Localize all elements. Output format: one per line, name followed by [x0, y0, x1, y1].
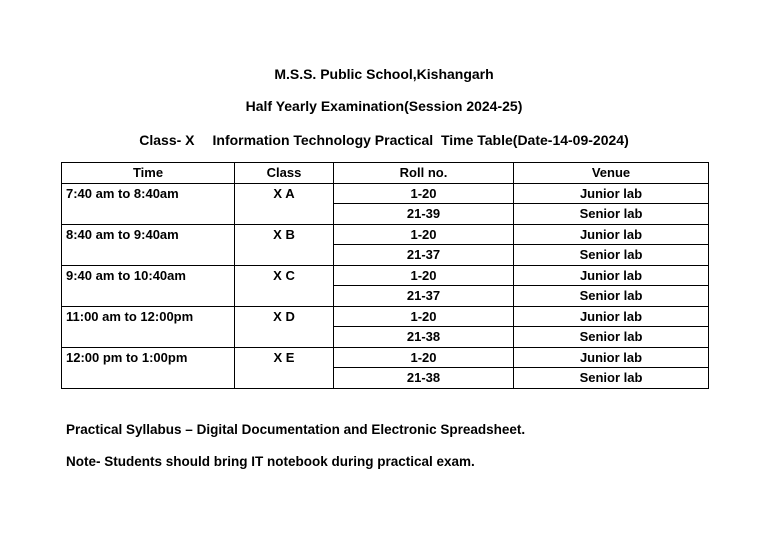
time-cell: 9:40 am to 10:40am — [62, 265, 235, 306]
roll-cell: 21-38 — [334, 368, 514, 389]
column-header-roll: Roll no. — [334, 163, 514, 184]
venue-cell: Junior lab — [514, 183, 709, 204]
timetable — [61, 162, 709, 389]
roll-cell: 1-20 — [334, 265, 514, 286]
school-title: M.S.S. Public School,Kishangarh — [274, 66, 494, 82]
class-cell: X B — [235, 224, 334, 265]
venue-cell: Senior lab — [514, 327, 709, 348]
venue-cell: Senior lab — [514, 286, 709, 307]
class-cell: X D — [235, 306, 334, 347]
roll-cell: 21-38 — [334, 327, 514, 348]
venue-cell: Junior lab — [514, 306, 709, 327]
class-cell: X C — [235, 265, 334, 306]
column-header-class: Class — [235, 163, 334, 184]
roll-cell: 1-20 — [334, 306, 514, 327]
roll-cell: 21-37 — [334, 286, 514, 307]
class-cell: X E — [235, 347, 334, 388]
roll-cell: 21-37 — [334, 245, 514, 266]
venue-cell: Senior lab — [514, 245, 709, 266]
time-cell: 7:40 am to 8:40am — [62, 183, 235, 224]
roll-cell: 21-39 — [334, 204, 514, 225]
venue-cell: Junior lab — [514, 265, 709, 286]
notebook-note: Note- Students should bring IT notebook during practical exam. — [66, 454, 475, 469]
column-header-venue: Venue — [514, 163, 709, 184]
class-label: Class- X — [139, 132, 195, 148]
column-header-time: Time — [62, 163, 235, 184]
table-row — [62, 183, 709, 204]
class-cell: X A — [235, 183, 334, 224]
roll-cell: 1-20 — [334, 347, 514, 368]
venue-cell: Junior lab — [514, 347, 709, 368]
roll-cell: 1-20 — [334, 224, 514, 245]
table-header-row — [62, 163, 709, 184]
time-cell: 12:00 pm to 1:00pm — [62, 347, 235, 388]
exam-title: Half Yearly Examination(Session 2024-25) — [245, 98, 523, 114]
table-row — [62, 347, 709, 368]
table-row — [62, 306, 709, 327]
time-cell: 11:00 am to 12:00pm — [62, 306, 235, 347]
venue-cell: Senior lab — [514, 368, 709, 389]
venue-cell: Senior lab — [514, 204, 709, 225]
roll-cell: 1-20 — [334, 183, 514, 204]
subject-line: Information Technology Practical Time Table(Date-14-09-2024) — [212, 132, 629, 148]
table-row — [62, 224, 709, 245]
venue-cell: Junior lab — [514, 224, 709, 245]
timetable-heading — [0, 132, 768, 148]
time-cell: 8:40 am to 9:40am — [62, 224, 235, 265]
syllabus-note: Practical Syllabus – Digital Documentation and Electronic Spreadsheet. — [66, 422, 526, 437]
table-row — [62, 265, 709, 286]
